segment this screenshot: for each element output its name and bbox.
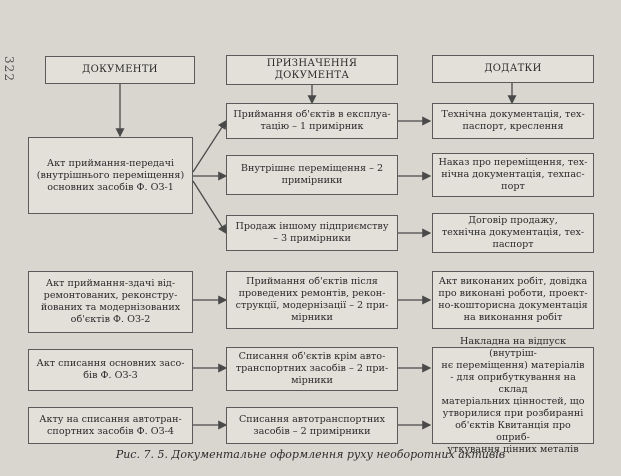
header-attachments: ДОДАТКИ (432, 55, 594, 83)
page-number: 322 (1, 56, 16, 82)
header-purpose: ПРИЗНАЧЕННЯ ДОКУМЕНТА (226, 55, 398, 85)
figure-caption: Рис. 7. 5. Документальне оформлення руху необоротних активів (115, 448, 506, 461)
attachment-tech-docs: Технічна документація, тех- паспорт, креслення (432, 103, 594, 139)
document-oz2: Акт приймання-здачі від- ремонтованих, реконстру- йованих та модернізованих об'єктів Ф. ОЗ-2 (28, 271, 193, 333)
document-oz4: Акту на списання автотран- спортних засобів Ф. ОЗ-4 (28, 407, 193, 444)
attachment-invoice-receipt: Накладна на відпуск (внутріш- нє переміщення) матеріалів - для оприбуткування на склад матеріальних цінностей, що утворилися при розбиранні об'єктів Квитанція про оприб- уткування цінних металів (432, 347, 594, 444)
attachment-sale-contract: Договір продажу, технічна документація, тех- паспорт (432, 213, 594, 253)
attachment-work-acts: Акт виконаних робіт, довідка про виконані роботи, проект- но-кошторисна документація на виконання робіт (432, 271, 594, 329)
purpose-repair-acceptance: Приймання об'єктів після проведених ремонтів, рекон- струкції, модернізації – 2 при- мірники (226, 271, 398, 329)
header-documents: ДОКУМЕНТИ (45, 56, 195, 84)
document-oz1: Акт приймання-передачі (внутрішнього переміщення) основних засобів Ф. ОЗ-1 (28, 137, 193, 214)
purpose-commissioning: Приймання об'єктів в експлуа- тацію – 1 примірник (226, 103, 398, 139)
document-oz3: Акт списання основних засо- бів Ф. ОЗ-3 (28, 349, 193, 391)
purpose-internal-transfer: Внутрішнє переміщення – 2 примірники (226, 155, 398, 195)
purpose-sale: Продаж іншому підприємству – 3 примірники (226, 215, 398, 251)
attachment-transfer-order: Наказ про переміщення, тех- нічна документація, техпас- порт (432, 153, 594, 197)
purpose-writeoff-assets: Списання об'єктів крім авто- транспортних засобів – 2 при- мірники (226, 347, 398, 391)
purpose-writeoff-vehicles: Списання автотранспортних засобів – 2 примірники (226, 407, 398, 444)
